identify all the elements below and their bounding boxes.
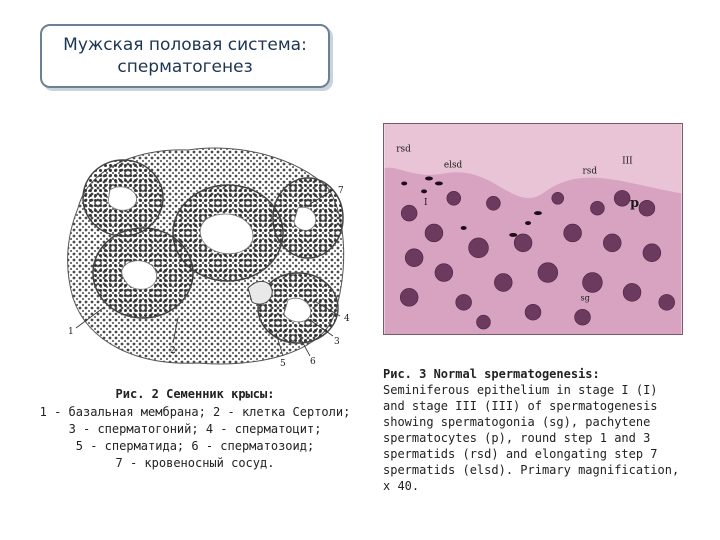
slide-title-box	[40, 24, 330, 88]
figure3-caption-title: Рис. 3 Normal spermatogenesis:	[383, 367, 600, 381]
figure2-caption-line: 3 - сперматогоний; 4 - сперматоцит;	[68, 422, 322, 436]
figure2-caption-line: 1 - базальная мембрана; 2 - клетка Сертоли;	[39, 405, 351, 419]
fig2-label-3: 3	[334, 337, 340, 347]
fig3-label-sg: sg	[580, 293, 590, 303]
fig2-label-2: 2	[170, 346, 176, 356]
fig3-label-stage-iii: III	[622, 156, 633, 167]
figure2-caption-line: 7 - кровеносный сосуд.	[115, 456, 275, 470]
fig2-label-1: 1	[68, 327, 74, 337]
fig3-label-stage-i: I	[424, 198, 428, 209]
fig3-label-p: p	[630, 196, 640, 212]
rat-testis-drawing	[48, 138, 368, 370]
figure2-caption	[30, 386, 360, 472]
slide-title-line-1: Мужская половая система:	[63, 35, 307, 55]
fig2-label-5: 5	[280, 359, 286, 369]
figure2-caption-line: 5 - сперматида; 6 - сперматозоид;	[75, 439, 315, 453]
figure3-caption	[383, 366, 683, 494]
fig2-label-6: 6	[310, 357, 316, 367]
fig2-label-4: 4	[344, 314, 350, 324]
fig3-label-rsd-1: rsd	[396, 144, 411, 155]
figure2-caption-title: Рис. 2 Семенник крысы:	[115, 387, 275, 401]
figure3-caption-body: Seminiferous epithelium in stage I (I) and stage III (III) of spermatogenesis showing spermatogonia (sg), pachytene spermatocytes (p), round step 1 and 3 spermatids (rsd) and elongating step 7 spermatids (elsd). Primary magnification, x 40.	[383, 383, 680, 493]
fig3-label-elsd: elsd	[443, 160, 463, 171]
fig3-label-rsd-2: rsd	[582, 166, 598, 177]
fig2-label-7: 7	[338, 186, 344, 196]
slide-title-line-2: сперматогенез	[117, 57, 253, 77]
histology-micrograph	[383, 123, 683, 335]
